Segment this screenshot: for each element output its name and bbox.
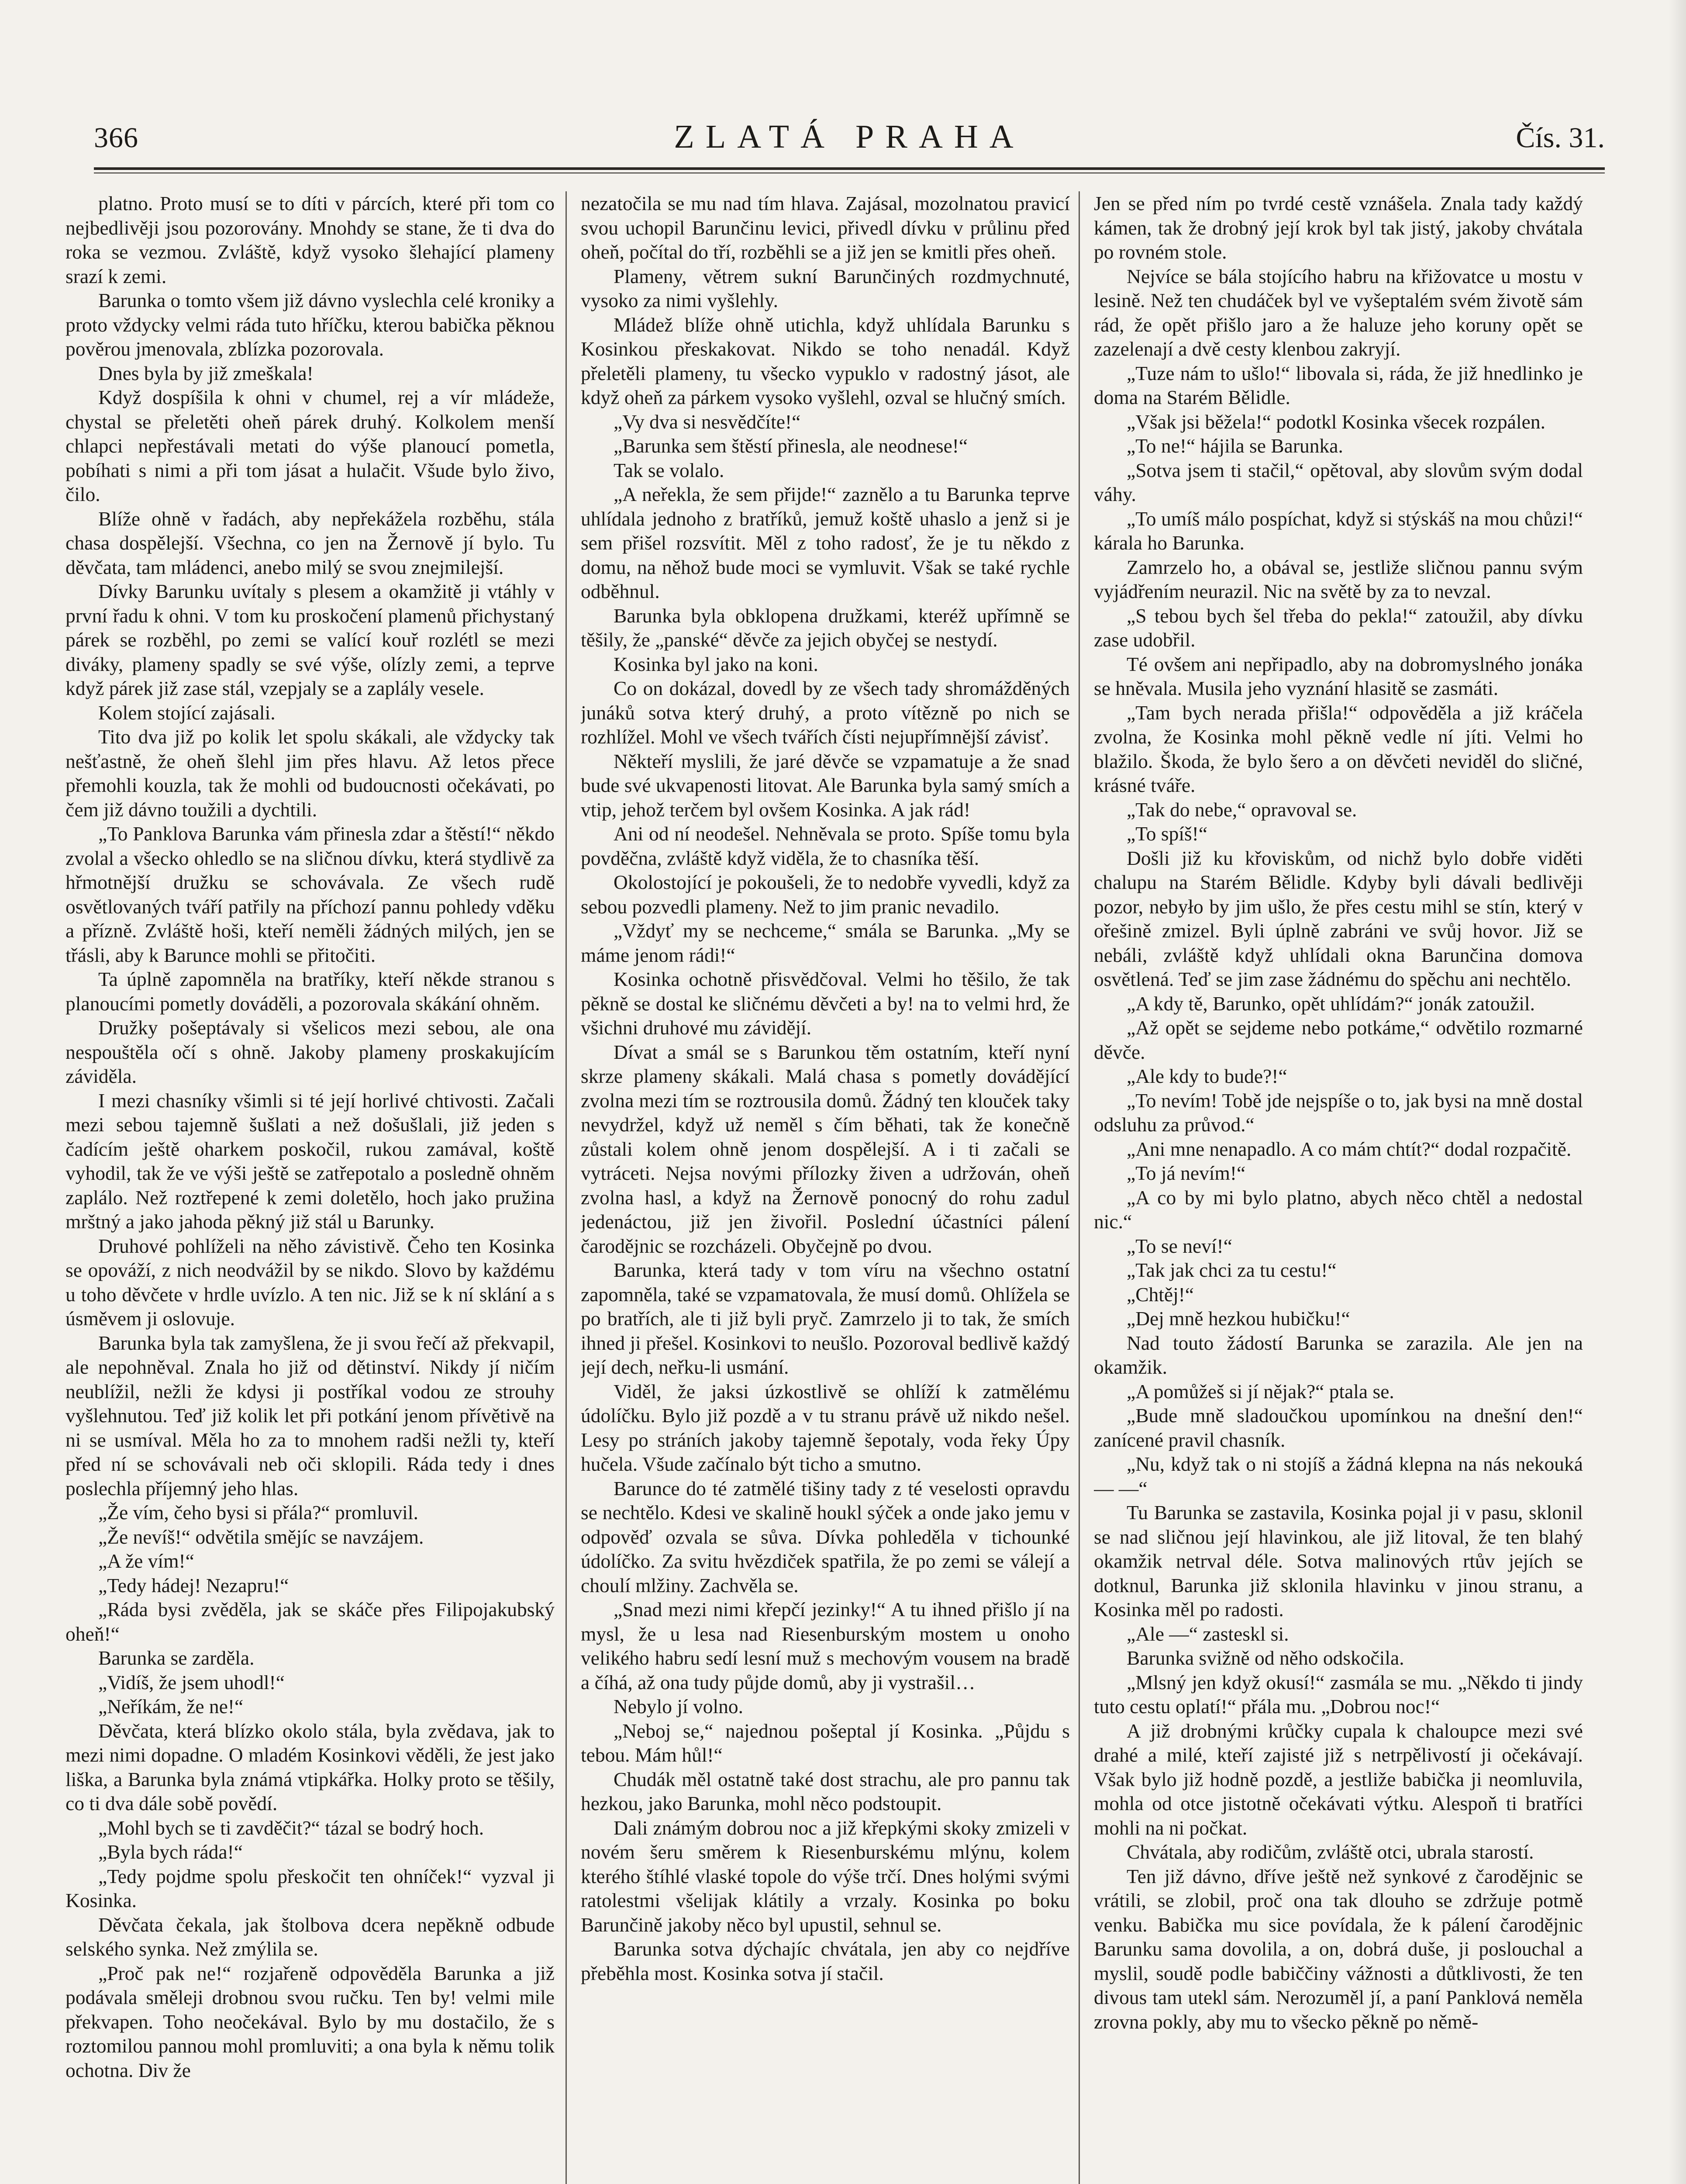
- paragraph: Ten již dávno, dříve ještě než synkové z čarodějnic se vrátili, se zlobil, proč ona tak dlouho se zdržuje potmě venku. Babička mu sice povídala, že k pálení čarodějnic Barunku sama dovolila, a on, dobrá duše, ji poslouchal a myslil, soudě podle babiččiny vážnosti a důtklivosti, že ten divous tam utekl sám. Nerozuměl jí, a paní Panklová neměla zrovna pokly, aby mu to všecko pěkně po němě-: [1094, 1865, 1583, 2033]
- paragraph: I mezi chasníky všimli si té její horlivé chtivosti. Začali mezi sebou tajemně šušlati a než došušlali, již jeden s čadícím ještě oharkem poskočil, rukou zamával, koště vyhodil, tak že ve výši ještě se zatřepotalo a posledně ohněm zaplálo. Než roztřepené k zemi doletělo, hoch jako pružina mrštný a jako jahoda pěkný již stál u Barunky.: [66, 1089, 555, 1233]
- paragraph: „Tam bych nerada přišla!“ odpověděla a již kráčela zvolna, že Kosinka mohl pěkně vedle ní jíti. Velmi ho blažilo. Škoda, že bylo šero a on děvčeti neviděl do sličné, krásné tváře.: [1094, 701, 1583, 796]
- paragraph: Viděl, že jaksi úzkostlivě se ohlíží k zatmělému údolíčku. Bylo již pozdě a v tu stranu právě už nikdo nešel. Lesy po stráních jakoby tajemně šepotaly, voda řeky Úpy hučela. Všude začínalo být ticho a smutno.: [581, 1380, 1070, 1475]
- paragraph: „Tuze nám to ušlo!“ libovala si, ráda, že již hnedlinko je doma na Starém Bělidle.: [1094, 362, 1583, 408]
- paragraph: „Sotva jsem ti stačil,“ opětoval, aby slovům svým dodal váhy.: [1094, 459, 1583, 505]
- paragraph: „Vždyť my se nechceme,“ smála se Barunka. „My se máme jenom rádi!“: [581, 919, 1070, 966]
- paragraph: Došli již ku křoviskům, od nichž bylo dobře viděti chalupu na Starém Bělidle. Kdyby byli dávali bedlivěji pozor, nebyło by jim ušlo, že přes cestu mihl se stín, který v ořešině zmizel. Byli úplně zabráni ve svůj hovor. Již se nebáli, zvláště když uhlídali okna Barunčina domova osvětlená. Teď se jim zase žádnému do spěchu ani nechtělo.: [1094, 847, 1583, 990]
- paragraph: Dívky Barunku uvítaly s plesem a okamžitě ji vtáhly v první řadu k ohni. V tom ku proskočení plamenů přichystaný párek se rozběhl, po zemi se valící kouř rozlétl se mezi diváky, plameny spadly se své výše, olízly zemi, a teprve když párek již zase stál, vzepjaly se a zaplály vesele.: [66, 580, 555, 699]
- paragraph: Dali známým dobrou noc a již křepkými skoky zmizeli v novém šeru směrem k Riesenburskému mlýnu, kolem kterého štíhlé vlaské topole do výše trčí. Dnes holými svými ratolestmi všelijak klátily a vrzaly. Kosinka po boku Barunčině jakoby něco byl upustil, sehnul se.: [581, 1816, 1070, 1936]
- paragraph: „Mohl bych se ti zavděčit?“ tázal se bodrý hoch.: [98, 1816, 484, 1839]
- paragraph: Okolostojící je pokoušeli, že to nedobře vyvedli, když za sebou pozvedli plameny. Než to jim pranic nevadilo.: [581, 871, 1070, 918]
- paragraph: „Vidíš, že jsem uhodl!“: [98, 1671, 285, 1693]
- paragraph: „Vy dva si nesvědčíte!“: [614, 410, 801, 433]
- paragraph: Barunce do té zatmělé tišiny tady z té veselosti opravdu se nechtělo. Kdesi ve skalině houkl sýček a onde jako jemu v odpověď ozvala se sůva. Dívka pohleděla v tichounké údolíčko. Za svitu hvězdiček spatřila, že po zemi se válejí a choulí mlžiny. Zachvěla se.: [581, 1477, 1070, 1597]
- paragraph: Blíže ohně v řadách, aby nepřekážela rozběhu, stála chasa dospělejší. Všechna, co jen na Žernově jí bylo. Tu děvčata, tam mládenci, anebo milý se svou znejmilejší.: [66, 507, 555, 578]
- paragraph: „Tedy pojdme spolu přeskočit ten ohníček!“ vyzval ji Kosinka.: [66, 1865, 555, 1911]
- paragraph: Zamrzelo ho, a obával se, jestliže sličnou pannu svým vyjádřením neurazil. Nic na světě by za to nevzal.: [1094, 556, 1583, 602]
- paragraph: „A pomůžeš si jí nějak?“ ptala se.: [1127, 1380, 1394, 1403]
- paragraph: Kosinka byl jako na koni.: [614, 653, 818, 675]
- paragraph: Dnes byla by již zmeškala!: [98, 362, 314, 384]
- paragraph: Druhové pohlíželi na něho závistivě. Čeho ten Kosinka se opováží, z nich neodvážil by se nikdo. Slovo by každému u toho děvčete v hrdle uvízlo. A ten nic. Již se k ní sklání a s úsměvem ji oslovuje.: [66, 1234, 555, 1330]
- paragraph: „Tedy hádej! Nezapru!“: [98, 1574, 289, 1597]
- paragraph: „Bude mně sladoučkou upomínkou na dnešní den!“ zanícené pravil chasník.: [1094, 1404, 1583, 1451]
- paragraph: Ani od ní neodešel. Nehněvala se proto. Spíše tomu byla povděčna, zvláště když viděla, že to chasníka těší.: [581, 822, 1070, 869]
- paragraph: „Neboj se,“ najednou pošeptal jí Kosinka. „Půjdu s tebou. Mám hůl!“: [581, 1719, 1070, 1766]
- paragraph: „Že nevíš!“ odvětila smějíc se navzájem.: [98, 1525, 424, 1548]
- text-column-3: [1094, 191, 1583, 2184]
- paragraph: „Dej mně hezkou hubičku!“: [1127, 1307, 1350, 1330]
- paragraph: Ta úplně zapomněla na bratříky, kteří někde stranou s planoucími pometly dováděli, a pozorovala skákání ohněm.: [66, 968, 555, 1015]
- paragraph: „Tak do nebe,“ opravoval se.: [1127, 798, 1357, 821]
- paragraph: Někteří myslili, že jaré děvče se vzpamatuje a že snad bude své ukvapenosti litovat. Ale Barunka byla samý smích a vtip, jehož terčem byl ovšem Kosinka. A jak rád!: [581, 750, 1070, 821]
- paragraph: Družky pošeptávaly si všelicos mezi sebou, ale ona nespouštěla očí s ohně. Jakoby plameny proskakujícím záviděla.: [66, 1016, 555, 1087]
- paragraph: „Snad mezi nimi křepčí jezinky!“ A tu ihned přišlo jí na mysl, že u lesa nad Riesenburským mostem u onoho velikého habru sedí lesní muž s mechovým vousem na bradě a číhá, až ona tudy půjde domů, aby ji vystrašil…: [581, 1598, 1070, 1693]
- paragraph: „To ne!“ hájila se Barunka.: [1127, 435, 1343, 457]
- paragraph: Barunka svižně od něho odskočila.: [1127, 1647, 1404, 1669]
- paragraph: „Ale —“ zasteskl si.: [1127, 1622, 1289, 1645]
- paragraph: „Proč pak ne!“ rozjařeně odpověděla Barunka a již podávala směleji drobnou svou ručku. Ten by! velmi mile překvapen. Toho neočekával. Bylo by mu dostačilo, že s roztomilou pannou mohl promluviti; a ona byla k němu tolik ochotna. Div že: [66, 1962, 555, 2081]
- paragraph: nezatočila se mu nad tím hlava. Zajásal, mozolnatou pravicí svou uchopil Barunčinu levici, přivedl dívku v průlinu před oheň, počítal do tří, rozběhli se a již jen se kmitli přes oheň.: [581, 192, 1070, 263]
- paragraph: Barunka byla tak zamyšlena, že ji svou řečí až překvapil, ale nepohněval. Znala ho již od dětinství. Nikdy jí ničím neublížil, nežli že kdysi ji postříkal vodou ze strouhy vyšlehnutou. Teď již kolik let při potkání jenom přívětivě na ni se usmíval. Měla ho za to mnohem radši nežli ty, kteří před ní se schovávali neb oči sklopili. Ráda tedy i dnes poslechla příjemný jeho hlas.: [66, 1331, 555, 1500]
- page-edge-shadow: [1669, 0, 1686, 2184]
- paragraph: Nebylo jí volno.: [614, 1695, 743, 1717]
- paragraph: Tak se volalo.: [614, 459, 724, 481]
- paragraph: „Ráda bysi zvěděla, jak se skáče přes Filipojakubský oheň!“: [66, 1598, 555, 1645]
- paragraph: Chudák měl ostatně také dost strachu, ale pro pannu tak hezkou, jako Barunka, mohl něco podstoupit.: [581, 1768, 1070, 1814]
- paragraph: Barunka o tomto všem již dávno vyslechla celé kroniky a proto vždycky velmi ráda tuto hříčku, kterou babička pěknou pověrou jmenovala, zblízka pozorovala.: [66, 289, 555, 360]
- paragraph: Jen se před ním po tvrdé cestě vznášela. Znala tady každý kámen, tak že drobný její krok byl tak jistý, jakoby chvátala po rovném stole.: [1094, 192, 1583, 263]
- paragraph: „To nevím! Tobě jde nejspíše o to, jak bysi na mně dostal odsluhu za průvod.“: [1094, 1089, 1583, 1136]
- text-column-1: [66, 191, 555, 2184]
- text-column-2: [581, 191, 1070, 2184]
- page-number: 366: [94, 122, 138, 154]
- paragraph: Děvčata, která blízko okolo stála, byla zvědava, jak to mezi nimi dopadne. O mladém Kosinkovi věděli, že jest jako liška, a Barunka byla známá vtipkářka. Holky proto se těšily, co ti dva dále sobě povědí.: [66, 1719, 555, 1814]
- paragraph: „Ani mne nenapadlo. A co mám chtít?“ dodal rozpačitě.: [1127, 1137, 1572, 1160]
- paragraph: „A kdy tě, Barunko, opět uhlídám?“ jonák zatoužil.: [1127, 992, 1535, 1015]
- paragraph: platno. Proto musí se to díti v párcích, které při tom co nejbedlivěji jsou pozorovány. Mnohdy se stane, že ti dva do roka se vezmou. Zvláště, když vysoko šlehající plameny srazí k zemi.: [66, 192, 555, 287]
- paragraph: Nad touto žádostí Barunka se zarazila. Ale jen na okamžik.: [1094, 1331, 1583, 1378]
- paragraph: Kosinka ochotně přisvědčoval. Velmi ho těšilo, že tak pěkně se dostal ke sličnému děvčeti a by! na to velmi hrd, že všichni druhové mu závidějí.: [581, 968, 1070, 1039]
- paragraph: „Barunka sem štěstí přinesla, ale neodnese!“: [614, 435, 968, 457]
- page-header: [94, 118, 1605, 162]
- paragraph: „Že vím, čeho bysi si přála?“ promluvil.: [98, 1501, 418, 1524]
- paragraph: Děvčata čekala, jak štolbova dcera nepěkně odbude selského synka. Než zmýlila se.: [66, 1913, 555, 1960]
- paragraph: Kolem stojící zajásali.: [98, 701, 276, 724]
- paragraph: Mládež blíže ohně utichla, když uhlídala Barunku s Kosinkou přeskakovat. Nikdo se toho nenadál. Když přeletěli plameny, tu všecko vypuklo v radostný jásot, ale když oheň za párkem vysoko vyšlehl, ozval se hlučný smích.: [581, 313, 1070, 408]
- paragraph: „Mlsný jen když okusí!“ zasmála se mu. „Někdo ti jindy tuto cestu oplatí!“ přála mu. „Dobrou noc!“: [1094, 1671, 1583, 1717]
- paragraph: „To spíš!“: [1127, 822, 1208, 845]
- paragraph: Té ovšem ani nepřipadlo, aby na dobromyslného jonáka se hněvala. Musila jeho vyznání hlasitě se zasmáti.: [1094, 653, 1583, 699]
- paragraph: „A co by mi bylo platno, abych něco chtěl a nedostal nic.“: [1094, 1186, 1583, 1233]
- paragraph: Chvátala, aby rodičům, zvláště otci, ubrala starostí.: [1127, 1841, 1534, 1863]
- column-divider-2: [1079, 191, 1080, 2184]
- paragraph: Barunka byla obklopena družkami, kteréž upřímně se těšily, že „panské“ děvče za jejich obyčej se nestydí.: [581, 604, 1070, 651]
- journal-title: ZLATÁ PRAHA: [674, 118, 1025, 155]
- paragraph: „Neříkám, že ne!“: [98, 1695, 244, 1717]
- column-divider-1: [565, 191, 567, 2184]
- paragraph: „Ale kdy to bude?!“: [1127, 1065, 1287, 1087]
- paragraph: „Nu, když tak o ni stojíš a žádná klepna na nás nekouká — —“: [1094, 1453, 1583, 1500]
- paragraph: Tito dva již po kolik let spolu skákali, ale vždycky tak nešťastně, že oheň šlehl jim přes hlavu. Až letos přece přemohli kouzla, tak že mohli od budoucnosti očekávati, po čem již dávno toužili a dychtili.: [66, 726, 555, 821]
- paragraph: Co on dokázal, dovedl by ze všech tady shromážděných junáků sotva který druhý, a proto vítězně po nich se rozhlížel. Mohl ve všech tvářích čísti nejupřímnější závisť.: [581, 677, 1070, 748]
- header-rule-thick: [94, 167, 1605, 170]
- paragraph: „To Panklova Barunka vám přinesla zdar a štěstí!“ někdo zvolal a všecko ohledlo se na sličnou dívku, která stydlivě za hřmotnější družku se schovávala. Ze všech rudě osvětlovaných tváří patřily na příchozí pannu pohledy vděku a přízně. Zvláště hoši, kteří neměli žádných milých, jen se třásli, aby k Barunce mohli se přitočiti.: [66, 822, 555, 966]
- paragraph: „To umíš málo pospíchat, když si stýskáš na mou chůzi!“ kárala ho Barunka.: [1094, 507, 1583, 554]
- paragraph: Barunka se zarděla.: [98, 1647, 255, 1669]
- paragraph: „A že vím!“: [98, 1550, 194, 1572]
- paragraph: A již drobnými krůčky cupala k chaloupce mezi své drahé a milé, kteří zajisté již s netrpělivostí ji očekávají. Však bylo již hodně pozdě, a jestliže babička ji neomluvila, mohla od otce jistotně očekávati výtku. Alespoň ti bratříci mohli na ni počkat.: [1094, 1719, 1583, 1839]
- paragraph: „Až opět se sejdeme nebo potkáme,“ odvětilo rozmarné děvče.: [1094, 1016, 1583, 1063]
- paragraph: Barunka sotva dýchajíc chvátala, jen aby co nejdříve přeběhla most. Kosinka sotva jí stačil.: [581, 1938, 1070, 1984]
- paragraph: „Chtěj!“: [1127, 1283, 1194, 1306]
- paragraph: Plameny, větrem sukní Barunčiných rozdmychnuté, vysoko za nimi vyšlehly.: [581, 265, 1070, 311]
- paragraph: „A neřekla, že sem přijde!“ zaznělo a tu Barunka teprve uhlídala jednoho z bratříků, jemuž koště uhaslo a jenž si je sem přišel rozsvítit. Měl z toho radosť, že je tu někdo z domu, na něhož bude moci se vymluvit. Však se také rychle odběhnul.: [581, 483, 1070, 602]
- paragraph: Barunka, která tady v tom víru na všechno ostatní zapomněla, také se vzpamatovala, že musí domů. Ohlížela se po bratřích, ale ti již byli pryč. Zamrzelo ji to tak, že smích ihned ji přešel. Kosinkovi to neušlo. Pozoroval bedlivě každý její dech, neřku-li usmání.: [581, 1259, 1070, 1378]
- issue-number: Čís. 31.: [1516, 122, 1605, 154]
- paragraph: „Tak jak chci za tu cestu!“: [1127, 1259, 1337, 1281]
- paragraph: „To já nevím!“: [1127, 1162, 1246, 1184]
- paragraph: Dívat a smál se s Barunkou těm ostatním, kteří nyní skrze plameny skákali. Malá chasa s pometly dovádějící zvolna mezi tím se roztrousila domů. Žádný ten klouček taky nevydržel, když už neměl s čím běhati, tak že konečně zůstali kolem ohně jenom dospělejší. A i ti začali se vytráceti. Nejsa novými přílozky živen a udržován, oheň zvolna hasl, a když na Žernově ponocný do rohu zadul jedenáctou, již jen živořil. Poslední účastníci pálení čarodějnic se rozcházeli. Obyčejně po dvou.: [581, 1040, 1070, 1257]
- paragraph: „Však jsi běžela!“ podotkl Kosinka všecek rozpálen.: [1127, 410, 1545, 433]
- paragraph: Nejvíce se bála stojícího habru na křižovatce u mostu v lesině. Než ten chudáček byl ve vyšeptalém svém životě sám rád, že opět přišlo jaro a že haluze jeho koruny opět se zazelenají a dvě cesty klenbou zakryjí.: [1094, 265, 1583, 360]
- paragraph: Když dospíšila k ohni v chumel, rej a vír mládeže, chystal se přeletěti oheň párek druhý. Kolkolem menší chlapci nepřestávali metati do výše planoucí pometla, pobíhati s nimi a při tom jásat a hulačit. Všude bylo živo, čilo.: [66, 386, 555, 505]
- paragraph: „Byla bych ráda!“: [98, 1841, 243, 1863]
- paragraph: Tu Barunka se zastavila, Kosinka pojal ji v pasu, sklonil se nad sličnou její hlavinkou, ale již litoval, že ten blahý okamžik netrval déle. Sotva malinových rtův jejích se dotknul, Barunka již sklonila hlavinku v jinou stranu, a Kosinka měl po radosti.: [1094, 1501, 1583, 1621]
- paragraph: „S tebou bych šel třeba do pekla!“ zatoužil, aby dívku zase udobřil.: [1094, 604, 1583, 651]
- paragraph: „To se neví!“: [1127, 1234, 1232, 1257]
